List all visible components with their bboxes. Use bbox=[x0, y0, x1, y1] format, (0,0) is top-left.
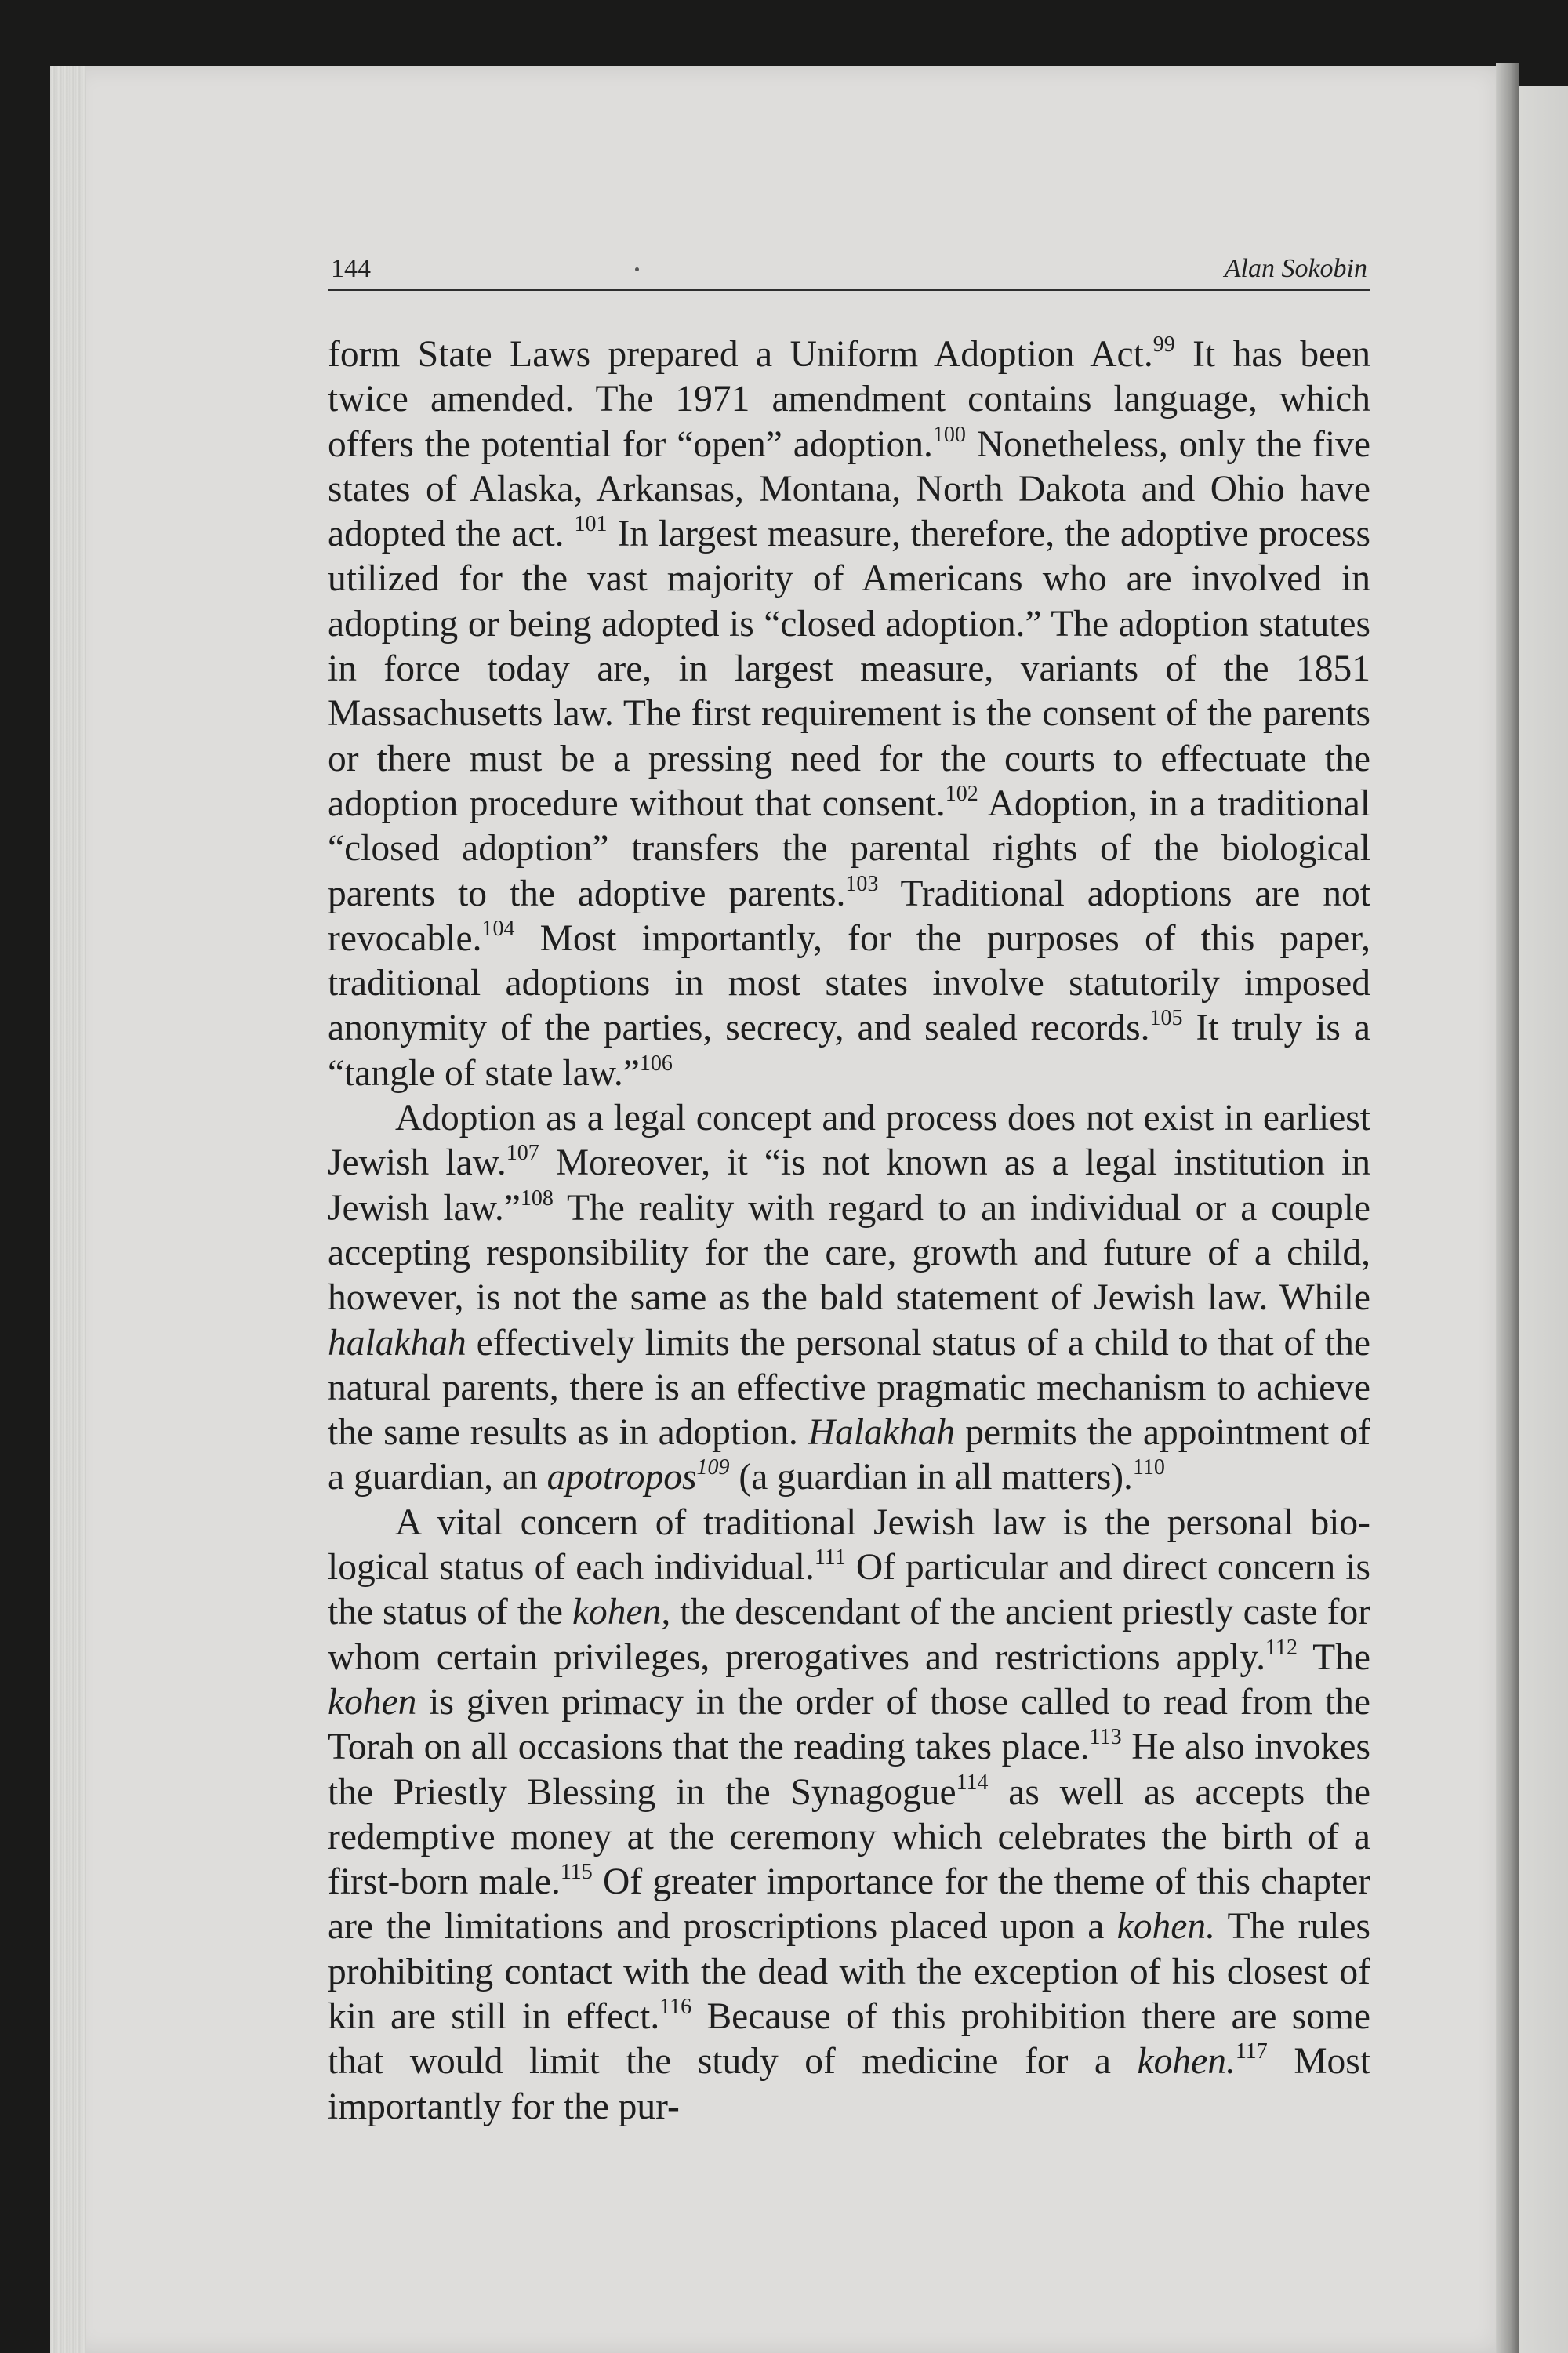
footnote-ref: 112 bbox=[1265, 1635, 1298, 1660]
text-run: Because of this prohibition there are some that would limit the study of medicine for a bbox=[328, 1995, 1370, 2082]
footnote-ref: 111 bbox=[814, 1545, 846, 1570]
italic-term: kohen bbox=[328, 1681, 417, 1723]
text-run: He also invokes the Priestly Blessing in the Synagogue bbox=[328, 1727, 1370, 1813]
footnote-ref: 101 bbox=[574, 512, 608, 537]
running-head: Alan Sokobin bbox=[1224, 254, 1367, 283]
page-number: 144 bbox=[331, 254, 371, 283]
italic-term: halakhah bbox=[328, 1322, 466, 1364]
text-run: The rules prohibiting contact with the dead with the exception of his closest of kin are still in effect. bbox=[328, 1906, 1370, 2037]
text-run: Of particular and direct concern is the status of the bbox=[328, 1547, 1371, 1633]
text-run: effectively limits the personal status of a child to that of the natural parents, there is an effective pragmatic mechanism to achieve the same results as in adoption. bbox=[328, 1322, 1370, 1454]
text-run: as well as accepts the redemptive money at the ceremony which celebrates the birth of a first-born male. bbox=[328, 1771, 1370, 1903]
text-run: Moreover, it “is not known as a legal institution in Jewish law.” bbox=[328, 1142, 1370, 1229]
footnote-ref: 102 bbox=[945, 781, 978, 806]
footnote-ref: 117 bbox=[1235, 2039, 1268, 2064]
footnote-ref: 115 bbox=[560, 1860, 593, 1885]
book-gutter bbox=[1496, 63, 1519, 2353]
footnote-ref: 108 bbox=[520, 1186, 554, 1211]
paragraph-3 bbox=[328, 1501, 1370, 2130]
facing-page-edge bbox=[1519, 86, 1568, 2353]
text-run: A vital concern of traditional Jewish law is the personal biological status of each individual. bbox=[328, 1501, 1370, 1589]
text-run: Adoption, in a traditional “closed adoption” transfers the parental rights of the biological parents to the adoptive parents. bbox=[328, 783, 1370, 914]
italic-term: kohen. bbox=[1116, 1906, 1215, 1948]
footnote-ref: 116 bbox=[659, 1994, 692, 2019]
text-run: the descendant of the ancient priestly caste for whom certain privileges, prerogatives and restrictions apply. bbox=[328, 1592, 1371, 1678]
footnote-ref: 107 bbox=[506, 1141, 539, 1166]
header-dot bbox=[635, 267, 639, 271]
text-run: Traditional adoptions are not revocable. bbox=[328, 873, 1370, 959]
footnote-ref: 103 bbox=[845, 871, 879, 896]
text-run: Adoption as a legal concept and process does not exist in earliest Jewish law. bbox=[328, 1098, 1370, 1184]
body-text bbox=[328, 332, 1370, 2130]
text-run: (a guardian in all matters). bbox=[729, 1457, 1133, 1498]
text-run: It has been twice amended. The 1971 amendment contains language, which offers the potential for “open” adoption. bbox=[328, 334, 1370, 465]
paragraph-2 bbox=[328, 1096, 1370, 1501]
footnote-ref: 109 bbox=[696, 1455, 730, 1480]
text-run: form State Laws prepared a Uniform Adoption Act. bbox=[328, 334, 1153, 375]
footnote-ref: 106 bbox=[639, 1051, 673, 1076]
text-run: The bbox=[1297, 1636, 1370, 1678]
italic-term: kohen. bbox=[1137, 2041, 1236, 2082]
footnote-ref: 99 bbox=[1152, 332, 1175, 357]
footnote-ref: 105 bbox=[1149, 1006, 1183, 1031]
footnote-ref: 114 bbox=[956, 1770, 989, 1795]
page-header bbox=[328, 245, 1370, 291]
footnote-ref: 104 bbox=[481, 916, 515, 941]
text-run: In largest measure, therefore, the adoptive process utilized for the vast majority of Americans who are involved in adopting or being adopted is “closed adoption.” The adoption statutes in force today are, in largest measure, variants of the 1851 Massachusetts law. The first requirement is the consent of the parents or there must be a pressing need for the courts to effectuate the adoption procedure without that consent. bbox=[328, 514, 1370, 824]
footnote-ref: 100 bbox=[932, 422, 966, 447]
text-run: Most importantly, for the purposes of this paper, traditional adoptions in most states involve statutorily imposed anonymity of the parties, secrecy, and sealed records. bbox=[328, 917, 1370, 1049]
text-run: Most importantly for the pur- bbox=[328, 2041, 1370, 2127]
text-run: The reality with regard to an individual or a couple accepting responsibility for the care, growth and future of a child, however, is not the same as the bald statement of Jewish law. While bbox=[328, 1187, 1370, 1319]
paragraph-1 bbox=[328, 332, 1370, 1096]
text-run: is given primacy in the order of those called to read from the Torah on all occasions that the reading takes place. bbox=[328, 1681, 1370, 1768]
italic-term: kohen, bbox=[572, 1592, 671, 1633]
text-run: permits the appointment of a guardian, an bbox=[328, 1412, 1370, 1498]
footnote-ref: 110 bbox=[1132, 1455, 1165, 1480]
footnote-ref: 113 bbox=[1089, 1725, 1122, 1750]
italic-term: Halakhah bbox=[808, 1412, 956, 1454]
italic-term: apotropos bbox=[546, 1457, 697, 1498]
text-run: Nonetheless, only the five states of Alaska, Arkansas, Montana, North Dakota and Ohio have adopted the act. bbox=[328, 423, 1370, 555]
text-run: It truly is a “tangle of state law.” bbox=[328, 1008, 1370, 1094]
text-run: Of greater importance for the theme of this chapter are the limitations and proscriptions placed upon a bbox=[328, 1861, 1370, 1948]
